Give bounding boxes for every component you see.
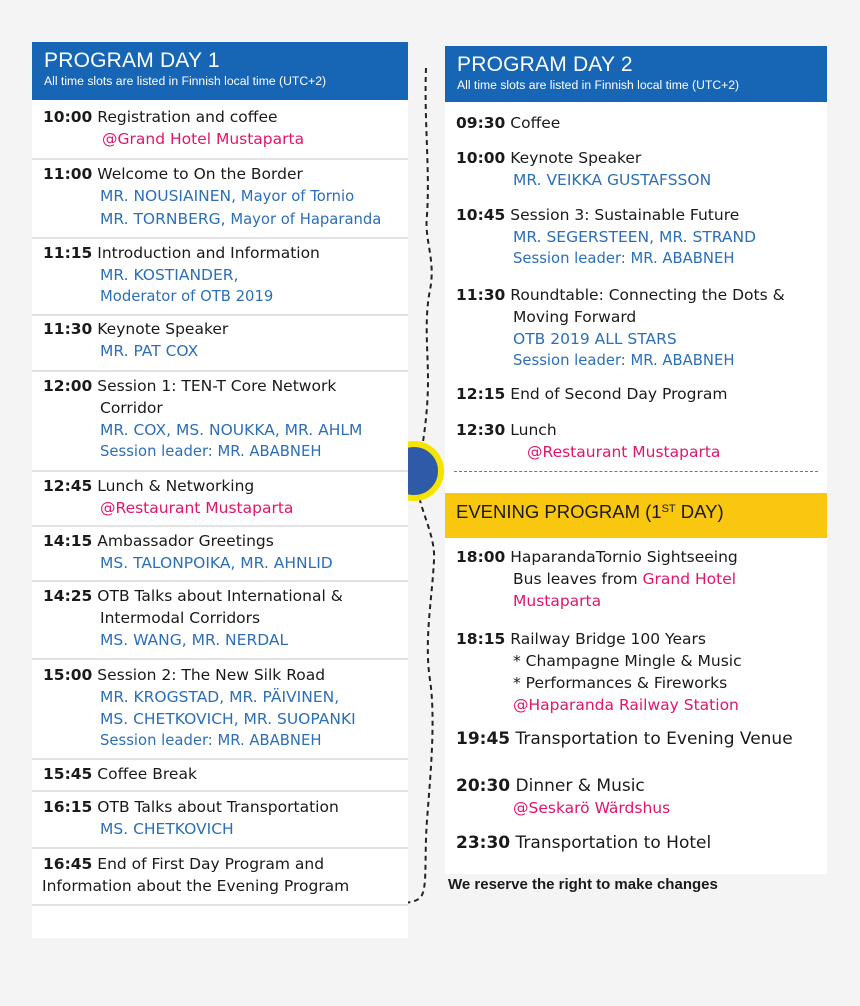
day1-item-1415 [43,530,408,574]
day2-item-1045 [456,204,827,270]
day1-item-1425 [43,585,408,651]
divider [32,370,408,372]
item-title: Introduction and Information [97,244,320,262]
speaker-names: MS. CHETKOVICH, MR. SUOPANKI [100,710,356,728]
item-time: 12:15 [456,385,506,403]
item-title-cont: Intermodal Corridors [100,609,261,627]
program-day2-panel [445,46,827,874]
speaker-names: MS. WANG, MR. NERDAL [100,631,289,649]
item-title: OTB Talks about Transportation [97,798,339,816]
day1-item-1200 [43,375,408,463]
item-detail: * Champagne Mingle & Music [513,652,742,670]
day1-item-1000 [43,106,408,150]
day2-item-0930 [456,112,827,134]
item-time: 16:15 [43,798,93,816]
day1-header [32,42,408,100]
program-day1-panel [32,42,408,938]
item-title: Transportation to Hotel [515,833,712,853]
item-title: Keynote Speaker [97,320,229,338]
divider [32,790,408,792]
day2-item-1215 [456,383,827,405]
day1-item-1500 [43,664,408,752]
divider [32,470,408,472]
session-leader: Session leader: MR. ABABNEH [100,443,322,460]
divider [32,314,408,316]
day2-subtitle: All time slots are listed in Finnish local time (UTC+2) [457,78,740,92]
speaker-role: Mayor of Haparanda [225,211,382,228]
item-time: 10:00 [43,108,93,126]
item-time: 10:00 [456,149,506,167]
speaker-names: MR. KROGSTAD, MR. PÄIVINEN, [100,688,340,706]
day1-item-1100 [43,163,408,231]
item-location: Grand Hotel [642,570,737,588]
item-title: Registration and coffee [97,108,278,126]
item-time: 15:45 [43,765,93,783]
item-title: Railway Bridge 100 Years [510,630,706,648]
item-time: 14:15 [43,532,93,550]
item-title-cont: Information about the Evening Program [42,877,350,895]
session-leader: Session leader: MR. ABABNEH [100,732,322,749]
item-time: 11:15 [43,244,93,262]
day1-item-1645 [43,853,408,897]
item-time: 18:00 [456,548,506,566]
day1-item-1115 [43,242,408,308]
evening-program-header [445,493,827,538]
item-time: 14:25 [43,587,93,605]
divider [32,525,408,527]
item-title: Session 1: TEN-T Core Network [97,377,337,395]
item-time: 09:30 [456,114,506,132]
item-time: 10:45 [456,206,506,224]
item-time: 11:30 [43,320,93,338]
item-time: 18:15 [456,630,506,648]
divider [32,658,408,660]
day2-item-1230 [456,419,827,463]
speaker-role: Moderator of OTB 2019 [100,288,274,305]
speaker-name: MR. PAT COX [100,342,199,360]
item-location: @Restaurant Mustaparta [527,443,721,461]
item-location: @Grand Hotel Mustaparta [102,130,305,148]
divider [32,758,408,760]
speaker-name: MR. KOSTIANDER, [100,266,239,284]
speaker-role: Mayor of Tornio [236,188,355,205]
dashed-divider [454,471,818,472]
item-title: End of First Day Program and [97,855,325,873]
speaker-names: MS. CHETKOVICH [100,820,234,838]
session-leader: Session leader: MR. ABABNEH [513,352,735,369]
item-title: Dinner & Music [515,776,645,796]
item-location: @Seskarö Wärdshus [513,799,671,817]
item-title: End of Second Day Program [510,385,728,403]
divider [32,237,408,239]
item-title: Transportation to Evening Venue [515,729,793,749]
item-time: 11:30 [456,286,506,304]
item-time: 20:30 [456,776,511,796]
item-title: Ambassador Greetings [97,532,274,550]
evening-item-1815 [456,628,827,716]
item-time: 15:00 [43,666,93,684]
item-sub: Bus leaves from [513,570,643,588]
item-location: Mustaparta [513,592,602,610]
item-title: Roundtable: Connecting the Dots & [510,286,785,304]
item-time: 11:00 [43,165,93,183]
speaker-names: MR. SEGERSTEEN, MR. STRAND [513,228,757,246]
item-time: 23:30 [456,833,511,853]
item-detail: * Performances & Fireworks [513,674,728,692]
speaker-names: MR. COX, MS. NOUKKA, MR. AHLM [100,421,363,439]
item-title: HaparandaTornio Sightseeing [510,548,738,566]
day2-item-1000 [456,147,827,191]
item-time: 16:45 [43,855,93,873]
speaker-name: MR. TORNBERG, [100,210,226,228]
evening-title-sup: ST [661,503,676,515]
item-location: @Haparanda Railway Station [513,696,739,714]
evening-title-end: DAY) [675,501,724,522]
evening-item-2330 [456,832,827,854]
divider [32,580,408,582]
item-title: Lunch [510,421,557,439]
item-location: @Restaurant Mustaparta [100,499,294,517]
item-title: Coffee [510,114,561,132]
day2-title: PROGRAM DAY 2 [457,53,633,76]
divider [32,904,408,906]
item-title: Coffee Break [97,765,197,783]
item-title-cont: Moving Forward [513,308,637,326]
item-time: 12:00 [43,377,93,395]
item-title: Keynote Speaker [510,149,642,167]
item-title-cont: Corridor [100,399,163,417]
speaker-name: MR. VEIKKA GUSTAFSSON [513,171,712,189]
item-time: 12:45 [43,477,93,495]
item-time: 12:30 [456,421,506,439]
item-title: Session 3: Sustainable Future [510,206,740,224]
evening-item-1945 [456,728,827,750]
divider [32,847,408,849]
item-title: Welcome to On the Border [97,165,303,183]
item-title: Lunch & Networking [97,477,255,495]
speaker-names: OTB 2019 ALL STARS [513,330,677,348]
item-time: 19:45 [456,729,511,749]
day1-item-1245 [43,475,408,519]
item-title: OTB Talks about International & [97,587,343,605]
evening-item-1800 [456,546,827,612]
item-title: Session 2: The New Silk Road [97,666,326,684]
evening-item-2030 [456,775,827,819]
day1-item-1130 [43,318,408,362]
divider [32,158,408,160]
day1-subtitle: All time slots are listed in Finnish local time (UTC+2) [44,74,327,88]
evening-title: EVENING PROGRAM (1 [456,501,662,522]
session-leader: Session leader: MR. ABABNEH [513,250,735,267]
day1-item-1545 [43,763,408,785]
speaker-names: MS. TALONPOIKA, MR. AHNLID [100,554,333,572]
disclaimer-note: We reserve the right to make changes [448,876,718,893]
speaker-name: MR. NOUSIAINEN, [100,187,237,205]
day2-header [445,46,827,102]
day1-item-1615 [43,796,408,840]
day2-item-1130 [456,284,827,372]
day1-title: PROGRAM DAY 1 [44,49,220,72]
